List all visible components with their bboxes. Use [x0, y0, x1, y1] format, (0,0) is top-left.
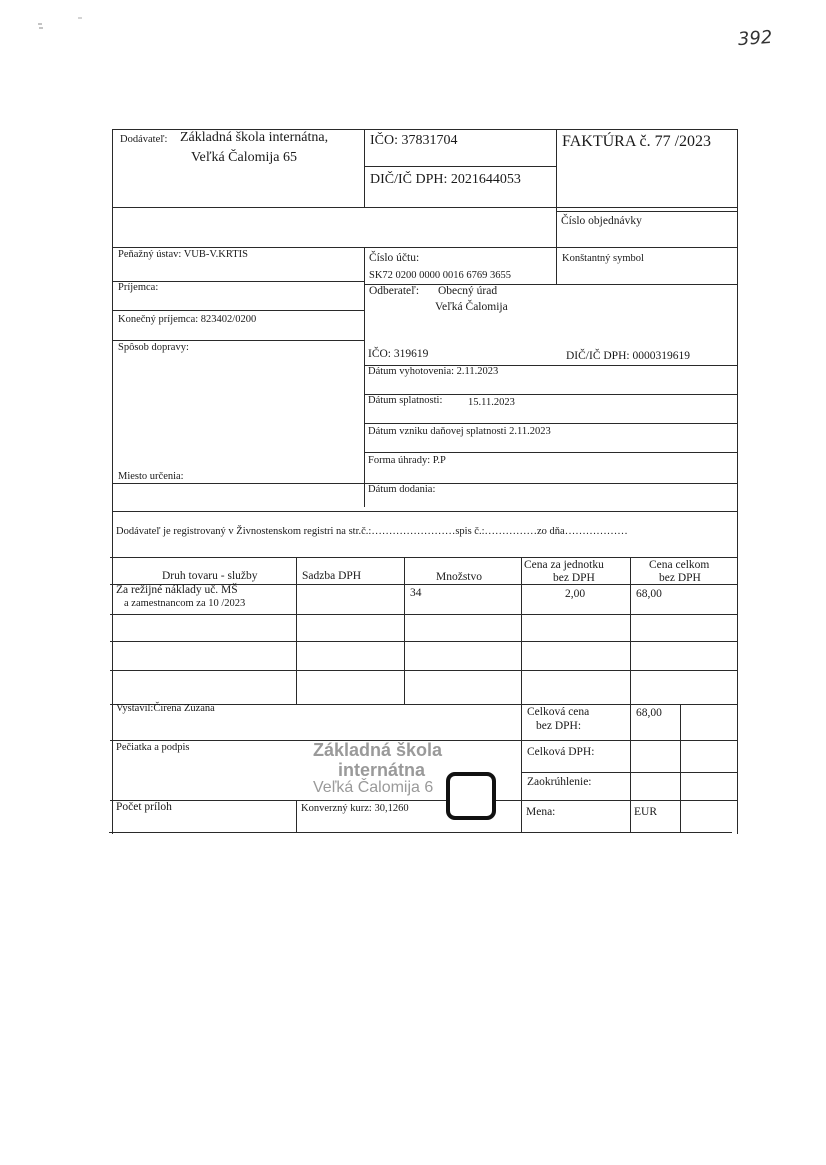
grid-line: [521, 772, 738, 773]
vat-total-label: Celková DPH:: [527, 746, 595, 758]
customer-dic: DIČ/IČ DPH: 0000319619: [566, 350, 690, 362]
currency-label: Mena:: [526, 806, 556, 818]
total-value: 68,00: [636, 707, 662, 719]
col-quantity-header: Množstvo: [436, 571, 482, 583]
issued-by: Vystavil:Čirena Zuzana: [116, 703, 215, 714]
exchange-rate: Konverzný kurz: 30,1260: [301, 803, 409, 814]
supplier-name-line1: Základná škola internátna,: [180, 130, 329, 145]
due-date: 15.11.2023: [468, 397, 515, 408]
frame-left: [112, 129, 113, 834]
grid-line: [110, 641, 738, 642]
payment-form: Forma úhrady: P.P: [368, 455, 446, 466]
grid-line: [112, 511, 738, 512]
grid-line: [110, 614, 738, 615]
grid-line: [110, 557, 738, 558]
constant-symbol-label: Konštantný symbol: [562, 253, 644, 264]
grid-line: [112, 340, 364, 341]
supplier-ico: IČO: 37831704: [370, 133, 458, 148]
col-unit-header-line1: Cena za jednotku: [524, 559, 604, 571]
frame-right: [737, 129, 738, 834]
item-total: 68,00: [636, 588, 662, 600]
grid-line: [110, 670, 738, 671]
invoice-title: FAKTÚRA č. 77 /2023: [562, 133, 712, 150]
supplier-name-line2: Veľká Čalomija 65: [191, 150, 297, 165]
due-label: Dátum splatnosti:: [368, 395, 443, 406]
stamp-line3: Veľká Čalomija 6: [313, 779, 434, 796]
item-description-line2: a zamestnancom za 10 /2023: [124, 598, 246, 609]
customer-label: Odberateľ:: [369, 285, 420, 297]
customer-ico: IČO: 319619: [368, 348, 429, 360]
grid-line: [112, 207, 738, 208]
grid-line: [296, 800, 297, 832]
account-number: SK72 0200 0000 0016 6769 3655: [369, 270, 512, 281]
col-item-header: Druh tovaru - služby: [162, 570, 258, 582]
stamp-line2: internátna: [338, 760, 426, 780]
supplier-dic: DIČ/IČ DPH: 2021644053: [370, 172, 521, 187]
item-unit-price: 2,00: [565, 588, 586, 600]
grid-line: [364, 247, 365, 507]
issue-date: Dátum vyhotovenia: 2.11.2023: [368, 366, 499, 377]
grid-line: [364, 129, 365, 207]
grid-line: [404, 557, 405, 704]
margin-note: 392: [737, 26, 774, 51]
order-number-label: Číslo objednávky: [561, 215, 642, 227]
col-vat-header: Sadzba DPH: [302, 570, 362, 582]
scan-specks: [36, 16, 86, 32]
grid-line: [296, 557, 297, 704]
item-quantity: 34: [410, 587, 422, 599]
grid-line: [556, 211, 738, 212]
attachments-label: Počet príloh: [116, 801, 172, 813]
supplier-label: Dodávateľ:: [120, 134, 168, 145]
rounding-label: Zaokrúhlenie:: [527, 776, 592, 788]
recipient-label: Príjemca:: [118, 282, 159, 293]
customer-name-line1: Obecný úrad: [438, 285, 498, 297]
redaction-box: [446, 772, 496, 820]
bank-label: Peňažný ústav: VUB-V.KRTIS: [118, 249, 248, 260]
registry-note: Dodávateľ je registrovaný v Živnostenskom registri na str.č.:……………………spis č.:……………zo dňa………………: [116, 526, 628, 537]
grid-line: [112, 247, 738, 248]
final-recipient: Konečný príjemca: 823402/0200: [118, 314, 257, 325]
stamp-label: Pečiatka a podpis: [116, 742, 190, 753]
account-label: Číslo účtu:: [369, 252, 420, 264]
stamp-line1: Základná škola: [313, 740, 443, 760]
transport-label: Spôsob dopravy:: [118, 342, 189, 353]
customer-name-line2: Veľká Čalomija: [435, 301, 508, 313]
delivery-date: Dátum dodania:: [368, 484, 436, 495]
col-unit-header-line2: bez DPH: [553, 572, 595, 584]
col-total-header-line2: bez DPH: [659, 572, 701, 584]
grid-line: [364, 166, 556, 167]
grid-line: [521, 557, 522, 832]
col-total-header-line1: Cena celkom: [649, 559, 710, 571]
currency-value: EUR: [634, 806, 657, 818]
grid-line: [110, 800, 738, 801]
grid-line: [112, 310, 364, 311]
total-label-line2: bez DPH:: [536, 720, 582, 732]
item-description-line1: Za režijné náklady uč. MŠ: [116, 584, 238, 596]
grid-line: [364, 423, 738, 424]
grid-line: [630, 557, 631, 832]
destination-label: Miesto určenia:: [118, 471, 184, 482]
grid-line: [364, 284, 738, 285]
total-label-line1: Celková cena: [527, 706, 590, 718]
tax-date: Dátum vzniku daňovej splatnosti 2.11.2023: [368, 426, 551, 437]
frame-bottom: [109, 832, 732, 833]
grid-line: [364, 452, 738, 453]
grid-line: [680, 704, 681, 832]
